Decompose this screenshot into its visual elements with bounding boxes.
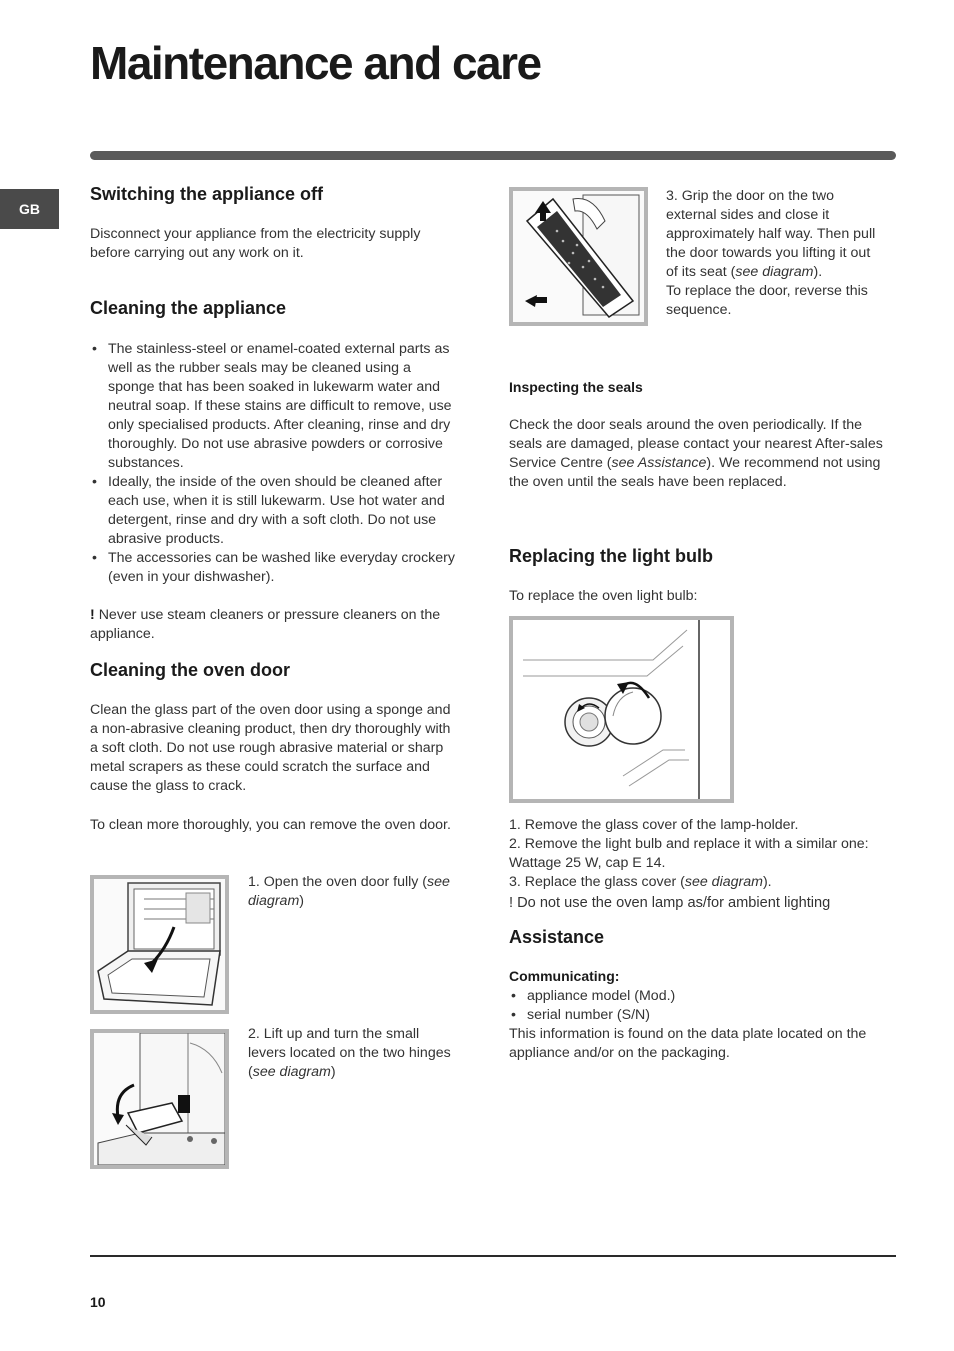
list-item: • The accessories can be washed like everyday crockery (even in your dishwasher).	[90, 549, 458, 587]
page-number: 10	[90, 1294, 106, 1310]
warning-text: Never use steam cleaners or pressure cleaners on the appliance.	[90, 607, 441, 642]
list-item: • Ideally, the inside of the oven should be cleaned after each use, when it is still lukewarm. Use hot water and detergent, rinse and dry with a soft cloth. Do not use abrasive products.	[90, 473, 458, 549]
light-bulb-step-1: 1. Remove the glass cover of the lamp-holder.	[509, 817, 799, 833]
door-step-1: 1. Open the oven door fully (see diagram)	[248, 874, 450, 909]
cleaning-appliance-heading: Cleaning the appliance	[90, 298, 287, 318]
footer-divider	[90, 1255, 896, 1257]
light-bulb-intro: To replace the oven light bulb:	[509, 588, 698, 604]
switching-off-text: Disconnect your appliance from the electricity supply before carrying out any work on it.	[90, 226, 421, 261]
assistance-list	[509, 987, 885, 1025]
door-removal-diagram	[509, 187, 648, 326]
page-title: Maintenance and care	[90, 37, 541, 89]
inspecting-seals-text: Check the door seals around the oven periodically. If the seals are damaged, please contact your nearest After-sales Service Centre (see Assistance). We recommend not using the oven until the seals have been replaced.	[509, 417, 883, 490]
assistance-subheading: Communicating:	[509, 968, 620, 984]
lamp-replacement-diagram	[509, 616, 734, 803]
light-bulb-step-2: 2. Remove the light bulb and replace it with a similar one: Wattage 25 W, cap E 14.	[509, 836, 869, 871]
assistance-heading: Assistance	[509, 927, 605, 947]
warning-mark: !	[90, 607, 95, 623]
assistance-note: This information is found on the data plate located on the appliance and/or on the packaging.	[509, 1026, 867, 1061]
light-bulb-heading: Replacing the light bulb	[509, 546, 713, 566]
light-bulb-step-3: 3. Replace the glass cover (see diagram).	[509, 874, 772, 890]
cleaning-warning	[90, 606, 458, 644]
list-item: • appliance model (Mod.)	[509, 987, 885, 1006]
cleaning-door-remove-text: To clean more thoroughly, you can remove the oven door.	[90, 817, 451, 833]
header-divider	[90, 151, 896, 160]
switching-off-heading: Switching the appliance off	[90, 184, 324, 204]
door-removal-illustration	[513, 191, 644, 322]
list-item: • The stainless-steel or enamel-coated external parts as well as the rubber seals may be cleaned using a sponge that has been soaked in lukewarm water and neutral soap. If these stains are difficult to remove, use only specialised products. After cleaning, rinse and dry thoroughly. Do not use abrasive powders or corrosive substances.	[90, 340, 458, 473]
language-tab: GB	[0, 189, 59, 229]
oven-open-illustration	[94, 879, 225, 1010]
cleaning-door-text: Clean the glass part of the oven door using a sponge and a non-abrasive cleaning product, then dry thoroughly with a soft cloth. Do not use rough abrasive material or sharp metal scrapers as these could scratch the surface and cause the glass to crack.	[90, 702, 451, 794]
lamp-illustration	[513, 620, 730, 799]
list-item: • serial number (S/N)	[509, 1006, 885, 1025]
inspecting-seals-heading: Inspecting the seals	[509, 379, 643, 395]
hinge-lever-diagram	[90, 1029, 229, 1169]
cleaning-appliance-list	[90, 340, 458, 587]
oven-door-open-diagram	[90, 875, 229, 1014]
lamp-warning: ! Do not use the oven lamp as/for ambient lighting	[509, 895, 831, 911]
door-replace-text: To replace the door, reverse this sequence.	[666, 283, 868, 318]
door-step-2: 2. Lift up and turn the small levers located on the two hinges (see diagram)	[248, 1026, 451, 1080]
door-step-3: 3. Grip the door on the two external sides and close it approximately half way. Then pull the door towards you lifting it out of its seat (see diagram). To replace the door, reverse this sequence.	[666, 188, 876, 318]
hinge-illustration	[94, 1033, 225, 1165]
cleaning-door-heading: Cleaning the oven door	[90, 660, 291, 680]
